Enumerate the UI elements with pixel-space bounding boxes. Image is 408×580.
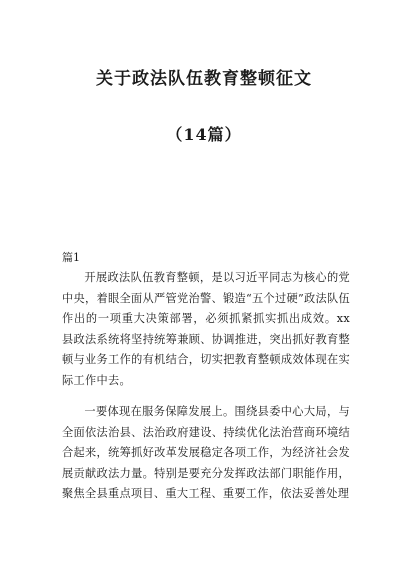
document-title: 关于政法队伍教育整顿征文 [96, 69, 312, 89]
document-subtitle: （14篇） [166, 125, 242, 144]
body-paragraph: 开展政法队伍教育整顿，是以习近平同志为核心的党中央，着眼全面从严管党治警、锻造“五个过硬”政法队伍作出的一项重大决策部署，必须抓紧抓实抓出成效。xx县政法系统将坚持统筹兼顾、协调推进，突出抓好教育整顿与业务工作的有机结合，切实把教育整顿成效体现在实际工作中去。 [62, 271, 350, 387]
body-paragraph: 一要体现在服务保障发展上。围绕县委中心大局，与全面依法治县、法治政府建设、持续优化法治营商环境结合起来，统筹抓好改革发展稳定各项工作，为经济社会发展贡献政法力量。特别是要充分发挥政法部门职能作用，聚焦全县重点项目、重大工程、重要工作，依法妥善处理 [62, 405, 350, 500]
section-label: 篇1 [62, 251, 80, 264]
